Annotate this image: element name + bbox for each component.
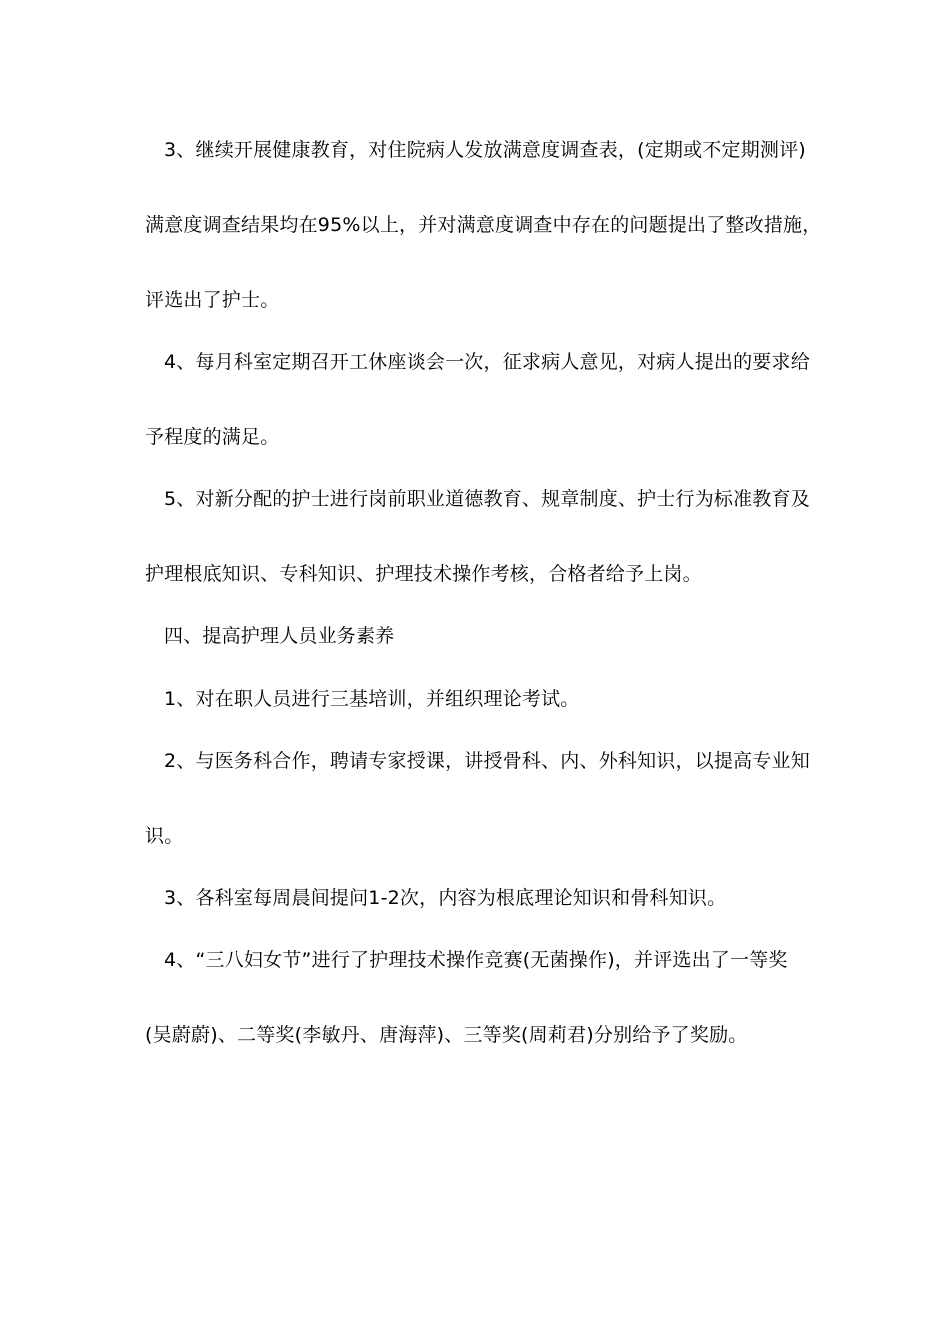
- paragraph-5-line-1: 5、对新分配的护士进行岗前职业道德教育、规章制度、护士行为标准教育及: [164, 488, 810, 510]
- item-2-line-2: 识。: [145, 825, 184, 847]
- section-heading: 四、提高护理人员业务素养: [164, 625, 395, 647]
- paragraph-5-line-2: 护理根底知识、专科知识、护理技术操作考核，合格者给予上岗。: [145, 563, 702, 585]
- paragraph-4-line-1: 4、每月科室定期召开工休座谈会一次，征求病人意见，对病人提出的要求给: [164, 351, 810, 373]
- item-4-line-2: (吴蔚蔚)、二等奖(李敏丹、唐海萍)、三等奖(周莉君)分别给予了奖励。: [145, 1024, 748, 1046]
- item-1-line-1: 1、对在职人员进行三基培训，并组织理论考试。: [164, 688, 580, 710]
- paragraph-4-line-2: 予程度的满足。: [145, 426, 280, 448]
- item-3-line-1: 3、各科室每周晨间提问1-2次，内容为根底理论知识和骨科知识。: [164, 887, 727, 909]
- item-4-line-1: 4、“三八妇女节”进行了护理技术操作竞赛(无菌操作)，并评选出了一等奖: [164, 949, 788, 971]
- item-2-line-1: 2、与医务科合作，聘请专家授课，讲授骨科、内、外科知识，以提高专业知: [164, 750, 810, 772]
- paragraph-3-line-3: 评选出了护士。: [145, 289, 280, 311]
- paragraph-3-line-1: 3、继续开展健康教育，对住院病人发放满意度调查表，(定期或不定期测评): [164, 139, 806, 161]
- paragraph-3-line-2: 满意度调查结果均在95%以上，并对满意度调查中存在的问题提出了整改措施，: [145, 214, 822, 236]
